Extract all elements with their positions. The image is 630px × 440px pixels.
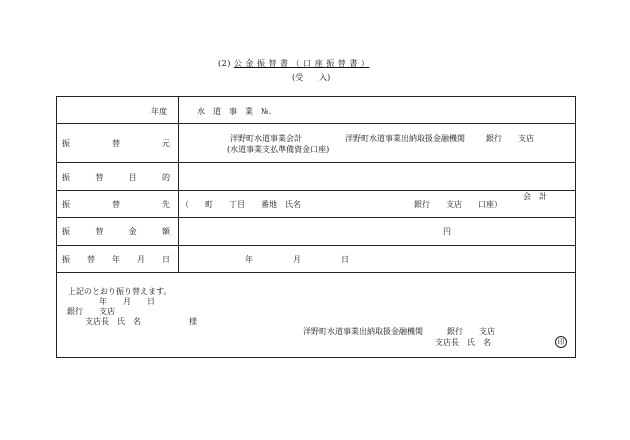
source-account: 洋野町水道事業会計 bbox=[230, 134, 302, 143]
fiscal-year-value: 水 道 事 業 №. bbox=[197, 107, 272, 116]
row-divider bbox=[57, 272, 575, 273]
transfer-source-label bbox=[62, 138, 170, 149]
label-char: 替 bbox=[87, 255, 95, 264]
row-divider bbox=[57, 217, 575, 218]
transfer-date-value: 年 月 日 bbox=[245, 255, 349, 264]
recipient-manager: 支店長 氏 名 様 bbox=[85, 317, 197, 326]
transfer-purpose-label bbox=[62, 172, 170, 183]
destination-kaikei: 会 計 bbox=[523, 192, 547, 201]
label-char: 替 bbox=[95, 173, 104, 182]
label-char: 先 bbox=[162, 200, 170, 209]
label-char: 金 bbox=[128, 227, 137, 236]
issuer-bank: 洋野町水道事業出納取扱金融機関 銀行 支店 bbox=[303, 327, 495, 336]
label-char: 元 bbox=[162, 139, 170, 148]
column-divider bbox=[178, 97, 179, 272]
confirmation-date: 年 月 日 bbox=[99, 297, 155, 306]
source-bank-branch: 銀行 支店 bbox=[486, 134, 534, 143]
amount-unit: 円 bbox=[443, 227, 451, 236]
label-char: 年 bbox=[112, 255, 120, 264]
transfer-form-table bbox=[56, 96, 576, 358]
row-divider bbox=[57, 123, 575, 124]
recipient-bank: 銀行 支店 bbox=[67, 307, 115, 316]
label-char: 振 bbox=[62, 173, 70, 182]
label-char: 目 bbox=[128, 173, 137, 182]
title-main: 公 金 振 替 書 （ 口 座 振 替 書 ） bbox=[233, 59, 370, 68]
form-subtitle: (受 入) bbox=[292, 73, 331, 82]
row-divider bbox=[57, 162, 575, 163]
label-char: 的 bbox=[161, 173, 170, 182]
label-char: 振 bbox=[62, 227, 70, 236]
seal-mark: 印 bbox=[555, 336, 567, 348]
label-char: 月 bbox=[137, 255, 145, 264]
row-divider bbox=[57, 245, 575, 246]
label-char: 振 bbox=[62, 200, 70, 209]
label-char: 日 bbox=[162, 255, 170, 264]
issuer-manager: 支店長 氏 名 bbox=[435, 338, 491, 347]
label-char: 額 bbox=[161, 227, 170, 236]
label-char: 振 bbox=[62, 255, 70, 264]
destination-bank: 銀行 支店 口座） bbox=[414, 200, 502, 209]
transfer-destination-label bbox=[62, 199, 170, 210]
fiscal-year-label: 年度 bbox=[151, 107, 167, 116]
label-char: 替 bbox=[95, 227, 104, 236]
source-bank: 洋野町水道事業出納取扱金融機関 bbox=[345, 134, 465, 143]
destination-address: （ 町 丁目 番地 氏名 bbox=[181, 200, 301, 209]
source-account-note: (水道事業支払準備資金口座) bbox=[227, 145, 330, 154]
confirmation-text: 上記のとおり振り替えます。 bbox=[68, 287, 172, 296]
transfer-date-label bbox=[62, 254, 170, 265]
row-divider bbox=[57, 190, 575, 191]
title-prefix: (2) bbox=[218, 59, 231, 68]
form-title bbox=[218, 58, 369, 69]
label-char: 振 bbox=[62, 139, 70, 148]
label-char: 替 bbox=[112, 139, 120, 148]
transfer-amount-label bbox=[62, 226, 170, 237]
label-char: 替 bbox=[112, 200, 120, 209]
